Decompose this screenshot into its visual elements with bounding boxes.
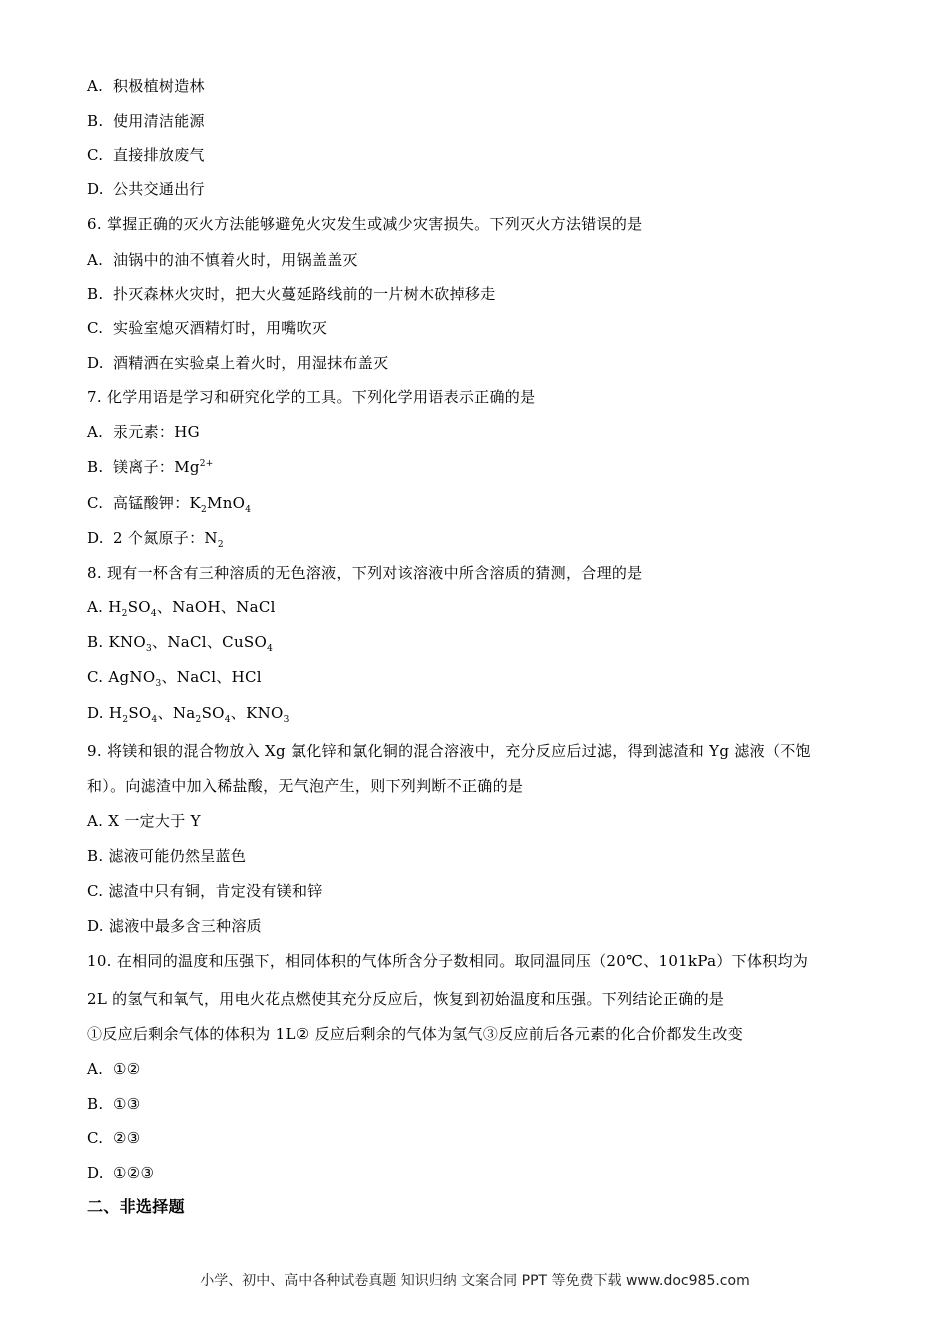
option-a: A. $H_2SO_4$、NaOH、NaCl (87, 598, 276, 619)
question-stem: 8. 现有一杯含有三种溶质的无色溶液，下列对该溶液中所含溶质的猜测，合理的是 (87, 564, 643, 582)
option-d: D. $H_2SO_4$、$Na_2SO_4$、$KNO_3$ (87, 704, 290, 725)
option-b: B. 滤液可能仍然呈蓝色 (87, 847, 247, 865)
option-b: B. 扑灭森林火灾时，把大火蔓延路线前的一片树木砍掉移走 (87, 285, 496, 303)
question-stem: 9. 将镁和银的混合物放入 Xg 氯化锌和氯化铜的混合溶液中，充分反应后过滤，得到滤渣和 Yg 滤液（不饱 (87, 742, 811, 760)
option-a: A. 积极植树造林 (87, 77, 205, 95)
option-c: C. 高锰酸钾：$K_2MnO_4$ (87, 494, 252, 515)
option-d: D. 酒精洒在实验桌上着火时，用湿抹布盖灭 (87, 354, 389, 372)
section-heading: 二、非选择题 (87, 1197, 185, 1216)
option-c: C. 直接排放废气 (87, 146, 205, 164)
option-a: A. X 一定大于 Y (87, 812, 201, 830)
question-stem: 6. 掌握正确的灭火方法能够避免火灾发生或减少灾害损失。下列灭火方法错误的是 (87, 215, 643, 233)
option-a: A. 汞元素：HG (87, 423, 200, 441)
option-a: A. 油锅中的油不慎着火时，用锅盖盖灭 (87, 251, 358, 269)
option-b: B. 使用清洁能源 (87, 112, 205, 130)
option-d: D. 2 个氮原子：$N_2$ (87, 529, 224, 550)
question-stem-cont: 2L 的氢气和氧气，用电火花点燃使其充分反应后，恢复到初始温度和压强。下列结论正确的是 (87, 990, 725, 1008)
option-c: C. 滤渣中只有铜，肯定没有镁和锌 (87, 882, 323, 900)
option-a: A. ①② (87, 1060, 141, 1078)
option-c: C. ②③ (87, 1129, 141, 1147)
question-stem: 7. 化学用语是学习和研究化学的工具。下列化学用语表示正确的是 (87, 388, 536, 406)
option-d: D. ①②③ (87, 1164, 155, 1182)
question-stem: 10. 在相同的温度和压强下，相同体积的气体所含分子数相同。取同温同压（20℃、101kPa）下体积均为 (87, 952, 809, 970)
question-stem-cont: ①反应后剩余气体的体积为 1L② 反应后剩余的气体为氢气③反应前后各元素的化合价都发生改变 (87, 1025, 743, 1043)
option-d: D. 公共交通出行 (87, 180, 205, 198)
option-b: B. $KNO_3$、NaCl、CuSO$_4$ (87, 633, 274, 654)
option-d: D. 滤液中最多含三种溶质 (87, 917, 262, 935)
option-c: C. 实验室熄灭酒精灯时，用嘴吹灭 (87, 319, 328, 337)
option-c: C. AgNO$_3$、NaCl、HCl (87, 668, 262, 689)
page-footer: 小学、初中、高中各种试卷真题 知识归纳 文案合同 PPT 等免费下载 www.doc985.com (200, 1273, 750, 1289)
question-stem-cont: 和）。向滤渣中加入稀盐酸，无气泡产生，则下列判断不正确的是 (87, 777, 524, 795)
option-b: B. 镁离子：$Mg^{2+}$ (87, 458, 214, 476)
option-b: B. ①③ (87, 1095, 141, 1113)
